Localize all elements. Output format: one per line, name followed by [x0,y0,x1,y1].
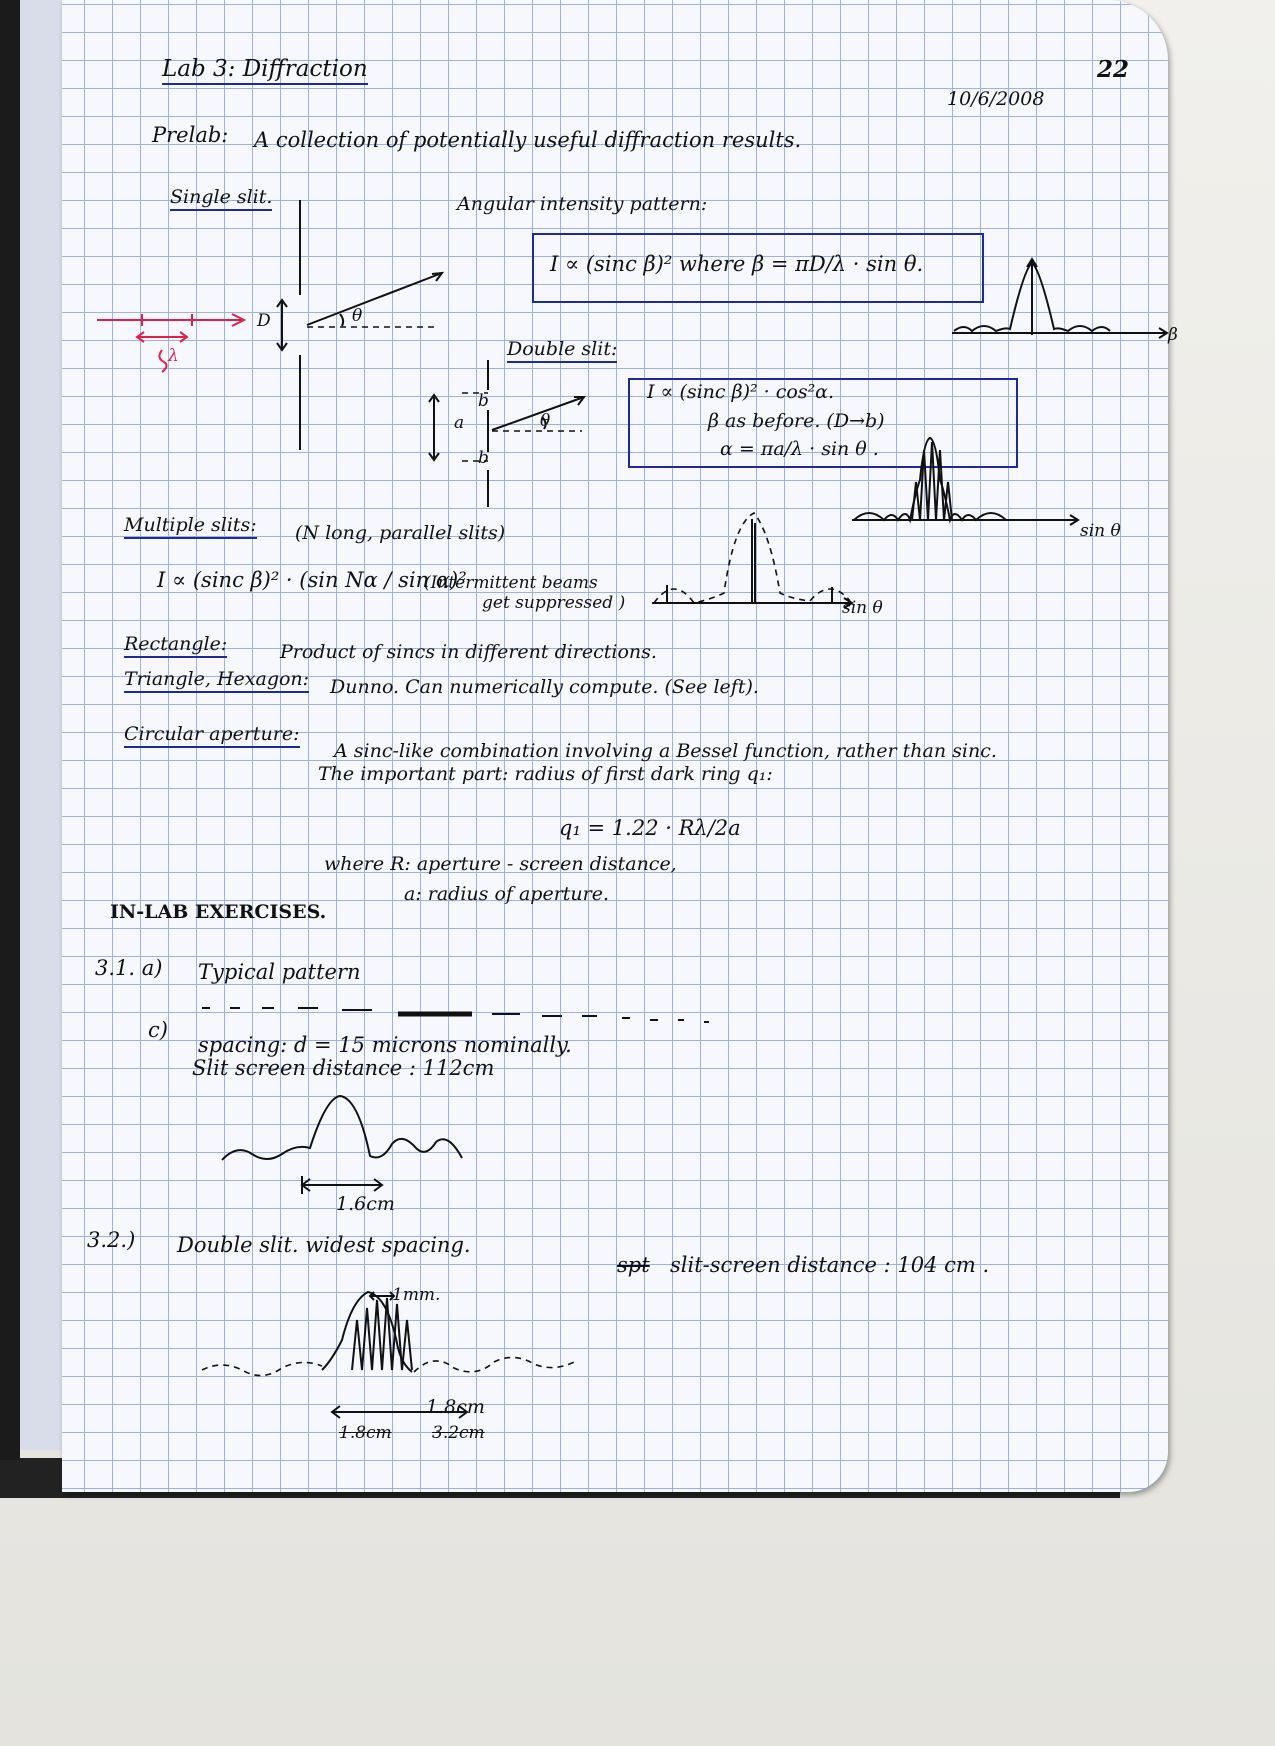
exercise-3-1c-line-2: Slit screen distance : 112cm [192,1056,495,1080]
circular-line-1: A sinc-like combination involving a Bessel function, rather than sinc. [334,740,997,762]
double-slit-heading: Double slit: [507,340,617,363]
wavelength-label: λ [168,346,179,366]
page-number: 22 [1097,56,1130,83]
measured-double-slit-width: 1.8cm [426,1396,485,1418]
page-title: Lab 3: Diffraction [162,58,368,85]
typical-pattern-sketch [202,1000,742,1030]
double-slit-axis-label: sin θ [1080,521,1121,541]
double-slit-formula-line-3: α = πa/λ · sin θ . [720,438,879,460]
multiple-slits-comment-2: get suppressed ) [482,593,626,613]
multiple-slits-formula: I ∝ (sinc β)² · (sin Nα / sin α)² [157,568,467,592]
circular-line-2: The important part: radius of first dark ring q₁: [318,763,773,785]
double-slit-angle-label: θ [540,411,551,431]
single-slit-formula: I ∝ (sinc β)² where β = πD/λ · sin θ. [550,252,924,276]
crossed-out-value-2: 3.2cm [432,1423,485,1443]
notebook-page [62,0,1178,1492]
measured-width-label: 1.6cm [336,1193,395,1215]
rectangle-heading: Rectangle: [124,635,227,658]
prelab-label: Prelab: [152,123,229,147]
angular-pattern-label: Angular intensity pattern: [457,193,708,215]
fringe-spacing-label: 1mm. [392,1285,441,1305]
exercise-3-1a-label: 3.1. a) [95,956,163,980]
single-slit-intensity-plot [952,255,1182,345]
exercise-3-2-distance: slit-screen distance : 104 cm . [670,1253,990,1277]
multiple-slits-axis-label: sin θ [842,598,883,618]
crossed-out-value-1: 1.8cm [339,1423,392,1443]
double-slit-formula-line-1: I ∝ (sinc β)² · cos²α. [647,381,835,403]
rectangle-text: Product of sincs in different directions. [280,641,657,663]
double-slit-width-bottom-label: b [478,448,489,468]
exercise-3-1a-text: Typical pattern [198,960,361,984]
double-slit-formula-line-2: β as before. (D→b) [708,410,885,432]
single-slit-heading: Single slit. [170,188,272,211]
multiple-slits-comment-1: (Intermittent beams [424,573,598,593]
slit-width-label: D [257,311,271,331]
prelab-text: A collection of potentially useful diffraction results. [254,128,802,152]
exercise-3-1c-label: c) [148,1018,168,1042]
circular-aperture-heading: Circular aperture: [124,725,300,748]
circular-formula: q₁ = 1.22 · Rλ/2a [559,816,741,840]
triangle-hexagon-heading: Triangle, Hexagon: [124,670,309,693]
multiple-slits-heading: Multiple slits: [124,516,257,539]
double-slit-diagram [392,355,622,515]
multiple-slits-note: (N long, parallel slits) [295,522,506,544]
double-slit-separation-label: a [454,413,465,433]
page-date: 10/6/2008 [947,88,1045,110]
multiple-slits-intensity-plot [652,515,912,610]
single-slit-angle-label: θ [352,306,363,326]
circular-where-r: where R: aperture - screen distance, [324,853,677,875]
exercise-3-2-label: 3.2.) [87,1228,136,1252]
exercise-3-2-struck-word: spt [617,1253,650,1277]
double-slit-width-top-label: b [478,391,489,411]
in-lab-heading: IN-LAB EXERCISES. [110,901,327,923]
exercise-3-2-text: Double slit. widest spacing. [177,1233,471,1257]
beta-axis-label: β [1168,325,1178,345]
exercise-3-1c-line-1: spacing: d = 15 microns nominally. [198,1033,572,1057]
double-slit-measured-pattern [202,1290,622,1443]
notebook-spine [0,0,20,1460]
circular-where-a: a: radius of aperture. [404,883,610,905]
triangle-hexagon-text: Dunno. Can numerically compute. (See left). [330,676,759,698]
